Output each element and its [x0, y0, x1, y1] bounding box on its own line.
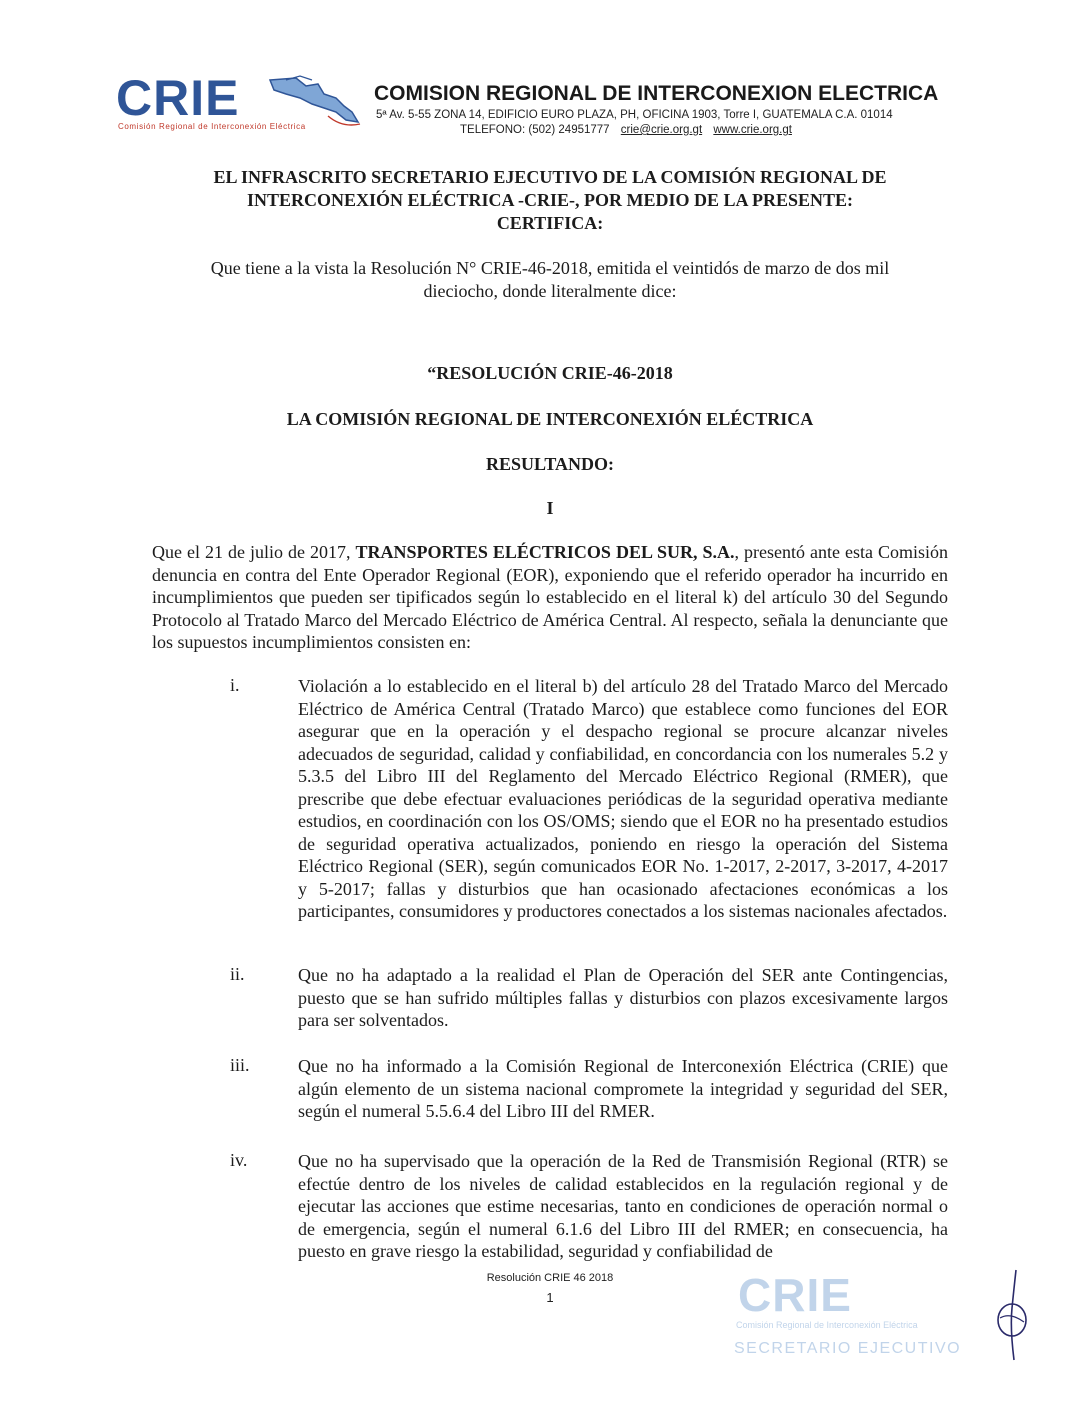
org-address: 5ª Av. 5-55 ZONA 14, EDIFICIO EURO PLAZA, PH, OFICINA 1903, Torre I, GUATEMALA C.A. 01014 [376, 109, 893, 121]
org-phone: TELEFONO: (502) 24951777 [460, 124, 610, 136]
logo-subtitle: Comisión Regional de Interconexión Eléctrica [118, 122, 306, 131]
paragraph-intro: Que el 21 de julio de 2017, [152, 542, 356, 562]
list-item: Que no ha informado a la Comisión Regional de Interconexión Eléctrica (CRIE) que algún elemento de un sistema nacional compromete la integridad y seguridad del SER, según el numeral 5.5.6.4 del Libro III del RMER. [298, 1056, 948, 1121]
org-title: COMISION REGIONAL DE INTERCONEXION ELECTRICA [374, 82, 939, 105]
resolution-section-heading: RESULTANDO: [485, 454, 615, 474]
list-item: Violación a lo establecido en el literal b) del artículo 28 del Tratado Marco del Mercado Eléctrico de América Central (Tratado Marco) que establece como funciones del EOR asegurar que en la operación y el despacho regional se procure alcanzar niveles adecuados de seguridad, calidad y confiabilidad, en concordancia con los numerales 5.2 y 5.3.5 del Libro III del Reglamento del Mercado Eléctrico Regional (RMER), que prescribe que debe efectuar evaluaciones periódicas de la seguridad operativa mediante estudios, en coordinación con los OS/OMS; siendo que el EOR no ha presentado estudios de seguridad operativa actualizados, poniendo en riesgo la operación del Sistema Eléctrico Regional (SER), según comunicados EOR No. 1-2017, 2-2017, 3-2017, 4-2017 y 5-2017; fallas y disturbios que han ocasionado afectaciones económicas a los participantes, consumidores y productores conectados a los sistemas nacionales afectados. [298, 676, 948, 921]
resultando-paragraph [152, 541, 948, 654]
intro-line2: dieciocho, donde literalmente dice: [423, 281, 677, 301]
resolution-title: “RESOLUCIÓN CRIE-46-2018 [427, 363, 673, 383]
list-item: Que no ha adaptado a la realidad el Plan de Operación del SER ante Contingencias, puesto que se han sufrido múltiples fallas y disturbios con plazos excesivamente largos para ser solventados. [298, 965, 948, 1030]
certification-heading-line3: CERTIFICA: [496, 213, 604, 233]
central-america-map-icon [266, 72, 362, 128]
certification-heading-line2: INTERCONEXIÓN ELÉCTRICA -CRIE-, POR MEDIO DE LA PRESENTE: [246, 190, 854, 210]
crie-logo [116, 72, 356, 134]
intro-line1: Que tiene a la vista la Resolución N° CRIE-46-2018, emitida el veintidós de marzo de dos mil [210, 258, 890, 278]
stamp-label: SECRETARIO EJECUTIVO [734, 1340, 962, 1357]
list-item-number: i. [230, 675, 240, 695]
list-item: Que no ha supervisado que la operación de la Red de Transmisión Regional (RTR) se efectúe dentro de los niveles de calidad establecidos en la regulación regional y de ejecutar las acciones que estime necesarias, tanto en condiciones de operación normal o de emergencia, según el numeral 6.1.6 del Libro III del RMER; en consecuencia, ha puesto en grave riesgo la estabilidad, seguridad y confiabilidad de [298, 1151, 948, 1261]
signature-mark [990, 1268, 1040, 1364]
org-email-link[interactable]: crie@crie.org.gt [620, 124, 703, 136]
paragraph-body: , presentó ante esta Comisión denuncia en contra del Ente Operador Regional (EOR), exponiendo que el referido operador ha incurrido en incumplimientos que pueden ser tipificados según lo establecido en el literal k) del artículo 30 del Segundo Protocolo al Tratado Marco del Mercado Eléctrico de América Central. Al respecto, señala la denunciante que los supuestos incumplimientos consisten en: [152, 542, 948, 652]
org-website-link[interactable]: www.crie.org.gt [713, 124, 792, 136]
company-name: TRANSPORTES ELÉCTRICOS DEL SUR, S.A. [355, 542, 735, 562]
footer-doc-ref: Resolución CRIE 46 2018 [486, 1272, 614, 1284]
logo-wordmark: CRIE [116, 70, 240, 126]
resolution-section-number: I [546, 498, 554, 518]
stamp-subtitle: Comisión Regional de Interconexión Eléctrica [736, 1320, 918, 1330]
stamp-logo: CRIE [738, 1269, 852, 1321]
list-item-number: iv. [230, 1150, 248, 1170]
list-item-number: iii. [230, 1055, 250, 1075]
secretary-stamp [732, 1268, 972, 1368]
resolution-commission: LA COMISIÓN REGIONAL DE INTERCONEXIÓN ELÉCTRICA [286, 409, 814, 429]
list-item-number: ii. [230, 964, 245, 984]
certification-heading-line1: EL INFRASCRITO SECRETARIO EJECUTIVO DE LA COMISIÓN REGIONAL DE [213, 167, 887, 187]
page-number: 1 [546, 1290, 554, 1305]
org-contact [460, 124, 1040, 136]
